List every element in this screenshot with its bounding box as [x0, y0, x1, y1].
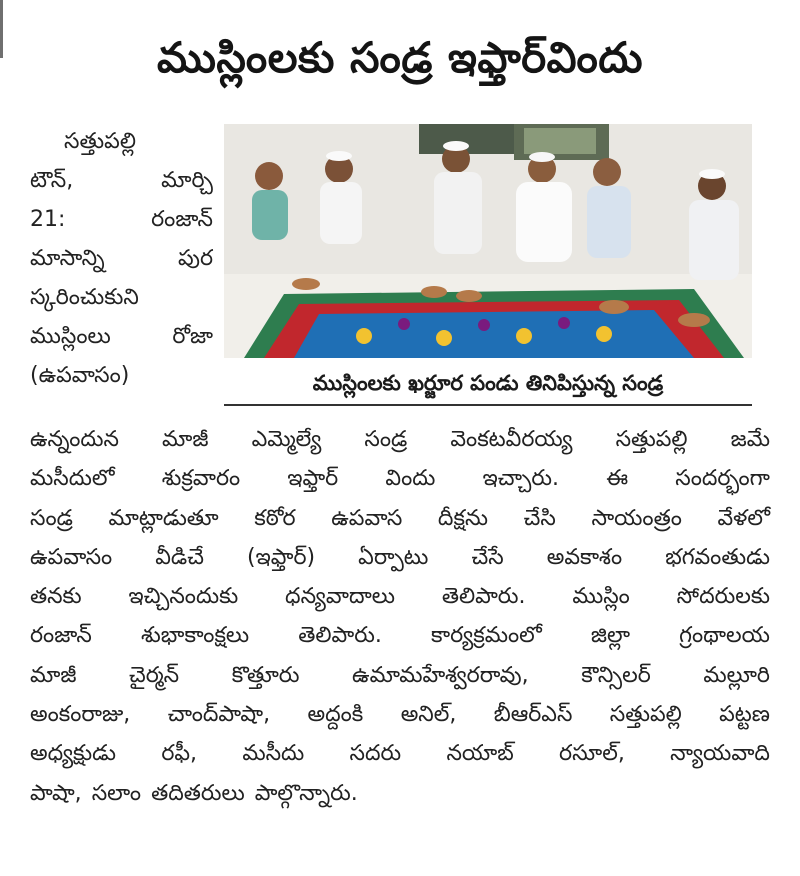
word: భగవంతుడు [665, 544, 770, 570]
word: ఇఫ్తార్ [287, 466, 339, 492]
word: విందు [385, 466, 436, 492]
article-line [30, 577, 770, 616]
word: ఉమామహేశ్వరరావు, [352, 662, 529, 688]
word: వేళలో [717, 505, 770, 531]
article-line [30, 420, 770, 459]
word: నయాబ్ [446, 741, 514, 767]
word: తెలిపారు. [298, 623, 382, 649]
word: సందర్భంగా [675, 466, 770, 492]
word: రఫీ, [161, 741, 198, 767]
word: ఈ [606, 466, 629, 492]
word: సలాం [91, 780, 142, 806]
word: కౌన్సిలర్ [581, 662, 651, 688]
word: మాజీ [162, 427, 209, 452]
article-line [30, 695, 770, 734]
word: ఎమ్మెల్యే [251, 427, 322, 452]
word: ఇచ్చినందుకు [128, 584, 239, 610]
word: బీఆర్‌ఎస్ [493, 702, 573, 728]
word: పాల్గొన్నారు. [254, 780, 358, 806]
word: న్యాయవాది [670, 741, 770, 767]
dateline-column [30, 122, 213, 395]
word: పట్టణ [719, 702, 770, 728]
word: 21: [30, 207, 66, 232]
word: తదితరులు [151, 780, 245, 806]
word: అద్దంకి [307, 702, 364, 728]
word: ముస్లింలు [30, 324, 111, 349]
word: సత్తుపల్లి [615, 427, 688, 452]
word: మాజీ [30, 662, 77, 688]
dateline-line [30, 161, 213, 200]
word: ముస్లిం [572, 584, 630, 610]
word: ఉన్నందున [30, 427, 119, 452]
word: చేసి [523, 505, 556, 531]
word: మల్లూరి [703, 662, 770, 688]
word: (ఉపవాసం) [30, 363, 130, 388]
word: టౌన్, [30, 168, 74, 193]
word: రంజాన్ [30, 623, 92, 649]
word: స్కరించుకుని [30, 285, 139, 310]
article-body [30, 420, 770, 813]
article-line [30, 656, 770, 695]
word: దీక్షను [437, 505, 488, 531]
word: సోదరులకు [676, 584, 770, 610]
dateline-line [30, 317, 213, 356]
word: శుక్రవారం [161, 466, 241, 492]
word: ధన్యవాదాలు [285, 584, 396, 610]
word: సత్తుపల్లి [64, 129, 136, 154]
word: ఇచ్చారు. [482, 466, 560, 492]
word: జమే [730, 427, 770, 452]
word: జిల్లా [590, 623, 631, 649]
word: మసీదులో [30, 466, 115, 492]
word: సండ్ర [30, 505, 73, 531]
word: ఉపవాస [331, 505, 403, 531]
word: ఉపవాసం [30, 544, 113, 570]
word: సాయంత్రం [591, 505, 682, 531]
word: అంకంరాజు, [30, 702, 131, 728]
word: గ్రంథాలయ [679, 623, 770, 649]
dateline-line [30, 122, 213, 161]
article-line [30, 734, 770, 773]
word: మాసాన్ని [30, 246, 105, 271]
dateline-line [30, 239, 213, 278]
article-line [30, 538, 770, 577]
word: సదరు [349, 741, 402, 767]
photo-caption-box [224, 362, 752, 406]
photo-caption: ముస్లింలకు ఖర్జూర పండు తినిపిస్తున్న సండ్ర [312, 371, 664, 395]
article-line [30, 774, 770, 813]
article-line [30, 459, 770, 498]
word: కొత్తూరు [231, 662, 300, 688]
word: చైర్మన్ [129, 662, 180, 688]
article-line [30, 616, 770, 655]
word: సండ్ర [364, 427, 408, 452]
word: చాంద్‌పాషా, [167, 702, 271, 728]
word: సత్తుపల్లి [609, 702, 682, 728]
word: మాట్లాడుతూ [108, 505, 219, 531]
word: ఏర్పాటు [358, 544, 429, 570]
word: చేసే [471, 544, 504, 570]
word: మార్చి [161, 168, 213, 193]
word: అధ్యక్షుడు [30, 741, 117, 767]
word: తెలిపారు. [441, 584, 526, 610]
word: కార్యక్రమంలో [431, 623, 542, 649]
word: మసీదు [242, 741, 305, 767]
iftar-gathering-illustration [224, 124, 752, 358]
word: తనకు [30, 584, 82, 610]
word: రోజా [172, 324, 213, 349]
news-photo [224, 124, 752, 358]
word: పుర [177, 246, 213, 271]
dateline-line [30, 278, 213, 317]
article-line [30, 499, 770, 538]
word: రంజాన్ [151, 207, 213, 232]
word: అవకాశం [546, 544, 623, 570]
headline: ముస్లింలకు సండ్ర ఇఫ్తార్‌విందు [156, 33, 644, 82]
word: అనిల్, [400, 702, 457, 728]
word: రసూల్, [559, 741, 625, 767]
word: కఠోర [254, 505, 296, 531]
word: వీడిచే [155, 544, 204, 570]
word: వెంకటవీరయ్య [450, 427, 573, 452]
dateline-line [30, 200, 213, 239]
word: పాషా, [30, 780, 82, 806]
word: శుభాకాంక్షలు [141, 623, 250, 649]
word: (ఇఫ్తార్) [247, 544, 316, 570]
dateline-line [30, 356, 213, 395]
